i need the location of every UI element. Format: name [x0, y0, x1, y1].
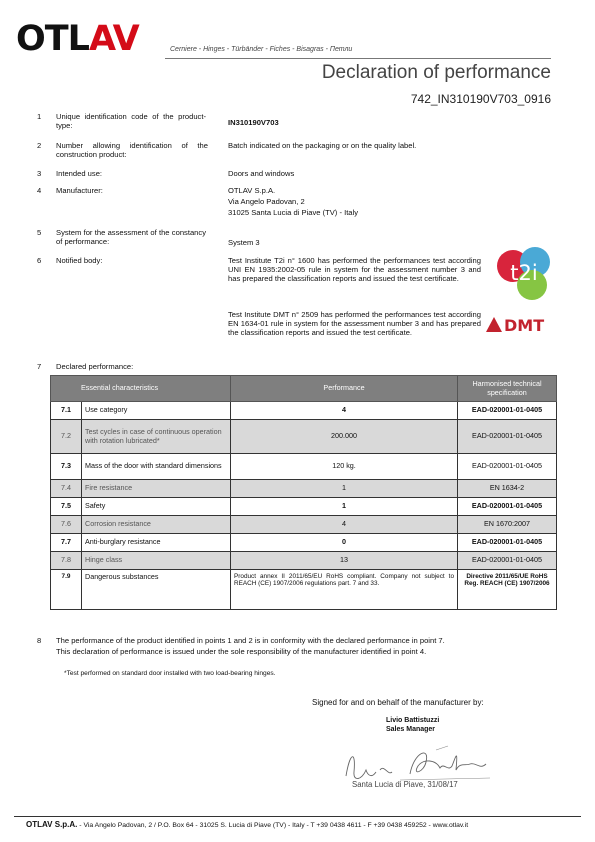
row-performance: 0 — [231, 534, 458, 552]
row-characteristic: Corrosion resistance — [82, 516, 231, 534]
footer-company: OTLAV S.p.A. — [26, 820, 78, 829]
table-header-row — [51, 376, 557, 402]
row-performance: 4 — [231, 516, 458, 534]
item-label: Declared performance: — [56, 362, 134, 371]
t2i-logo — [494, 244, 554, 304]
column-header: Essential characteristics — [51, 376, 231, 402]
header-divider — [165, 58, 551, 59]
item-label: Unique identification code of the product-type: — [56, 112, 206, 130]
row-specification: EAD-020001-01-0405 — [458, 402, 557, 420]
row-number: 7.8 — [51, 552, 82, 570]
row-number: 7.4 — [51, 480, 82, 498]
item-value: IN310190V703 — [228, 118, 279, 127]
notified-body-dmt: Test Institute DMT n° 2509 has performed the performances test according EN 1634-01 rule in system for the assessment number 3 and has prepared the classification reports and issued the test certificate. — [228, 310, 481, 337]
table-row — [51, 454, 557, 480]
item-number: 4 — [37, 186, 42, 195]
item-number: 6 — [37, 256, 42, 265]
manufacturer-line: OTLAV S.p.A. — [228, 186, 276, 195]
row-specification: EAD-020001-01-0405 — [458, 420, 557, 454]
logo-text: OTL — [16, 19, 89, 59]
row-specification: EAD-020001-01-0405 — [458, 498, 557, 516]
item-value: System 3 — [228, 238, 260, 247]
row-specification: EAD-020001-01-0405 — [458, 552, 557, 570]
performance-table — [50, 375, 557, 610]
row-number: 7.9 — [51, 570, 82, 610]
row-number: 7.2 — [51, 420, 82, 454]
item-value: Batch indicated on the packaging or on the quality label. — [228, 141, 417, 150]
dmt-logo-text: DMT — [504, 316, 545, 334]
signer-block — [386, 717, 439, 734]
row-number: 7.6 — [51, 516, 82, 534]
row-number: 7.5 — [51, 498, 82, 516]
table-row — [51, 498, 557, 516]
row-characteristic: Use category — [82, 402, 231, 420]
row-number: 7.7 — [51, 534, 82, 552]
row-specification: EN 1670:2007 — [458, 516, 557, 534]
row-performance: 200.000 — [231, 420, 458, 454]
footer — [26, 820, 468, 829]
item-number: 8 — [37, 636, 42, 645]
row-performance: 1 — [231, 498, 458, 516]
row-specification: Directive 2011/65/UE RoHS Reg. REACH (CE) 1907/2006 — [458, 570, 557, 610]
document-code: 742_IN310190V703_0916 — [410, 92, 551, 106]
table-row — [51, 420, 557, 454]
signed-by-label: Signed for and on behalf of the manufacturer by: — [312, 698, 484, 707]
row-performance: 120 kg. — [231, 454, 458, 480]
row-characteristic: Fire resistance — [82, 480, 231, 498]
item-number: 7 — [37, 362, 42, 371]
manufacturer-line: 31025 Santa Lucia di Piave (TV) - Italy — [228, 208, 359, 217]
manufacturer-line: Via Angelo Padovan, 2 — [228, 197, 305, 206]
table-row — [51, 402, 557, 420]
row-characteristic: Safety — [82, 498, 231, 516]
table-row — [51, 534, 557, 552]
responsibility-statement: This declaration of performance is issued under the sole responsibility of the manufacturer identified in point 4. — [56, 647, 427, 656]
item-value: Doors and windows — [228, 169, 295, 178]
table-row — [51, 480, 557, 498]
row-performance: 13 — [231, 552, 458, 570]
row-performance: 4 — [231, 402, 458, 420]
item-number: 1 — [37, 112, 42, 121]
item-label: System for the assessment of the constancy of performance: — [56, 228, 206, 246]
table-row — [51, 516, 557, 534]
logo-accent: AV — [88, 19, 139, 59]
otlav-logo — [16, 19, 139, 59]
row-characteristic: Mass of the door with standard dimensions — [82, 454, 231, 480]
signer-name: Livio Battistuzzi — [386, 717, 440, 724]
column-header: Harmonised technical specification — [458, 376, 557, 402]
footer-divider — [14, 816, 581, 817]
row-characteristic: Anti-burglary resistance — [82, 534, 231, 552]
item-label: Manufacturer: — [56, 186, 103, 195]
row-specification: EN 1634-2 — [458, 480, 557, 498]
item-number: 3 — [37, 169, 42, 178]
conformity-statement: The performance of the product identified in points 1 and 2 is in conformity with the declared performance in point 7. — [56, 636, 445, 645]
item-label: Notified body: — [56, 256, 103, 265]
footer-address: - Via Angelo Padovan, 2 / P.O. Box 64 - 31025 S. Lucia di Piave (TV) - Italy - T +39 0438 4611 - F +39 0438 459252 - www.otlav.it — [77, 822, 469, 829]
row-characteristic: Hinge class — [82, 552, 231, 570]
row-characteristic: Test cycles in case of continuous operation with rotation lubricated* — [82, 420, 231, 454]
page-title: Declaration of performance — [321, 62, 551, 83]
row-specification: EAD-020001-01-0405 — [458, 454, 557, 480]
t2i-logo-text: t2i — [510, 261, 538, 285]
dmt-logo — [484, 314, 558, 334]
footnote: *Test performed on standard door installed with two load-bearing hinges. — [64, 670, 276, 677]
place-and-date: Santa Lucia di Piave, 31/08/17 — [352, 780, 458, 789]
item-number: 5 — [37, 228, 42, 237]
row-specification: EAD-020001-01-0405 — [458, 534, 557, 552]
item-label: Number allowing identification of the construction product: — [56, 141, 208, 159]
row-number: 7.3 — [51, 454, 82, 480]
row-characteristic: Dangerous substances — [82, 570, 231, 610]
notified-body-t2i: Test Institute T2i n° 1600 has performed the performances test according UNI EN 1935:2002-05 rule in system for the assessment number 3 and has prepared the classification reports and issued the test certificate. — [228, 256, 481, 283]
table-row — [51, 570, 557, 610]
item-label: Intended use: — [56, 169, 103, 178]
tagline: Cerniere - Hinges - Türbänder - Fiches - Bisagras - Петли — [170, 46, 353, 53]
row-performance: 1 — [231, 480, 458, 498]
item-number: 2 — [37, 141, 42, 150]
row-performance: Product annex II 2011/65/EU RoHS compliant. Company not subject to REACH (CE) 1907/2006 regulations part. 7 and 33. — [231, 570, 458, 610]
table-row — [51, 552, 557, 570]
column-header: Performance — [231, 376, 458, 402]
signer-role: Sales Manager — [386, 725, 436, 733]
row-number: 7.1 — [51, 402, 82, 420]
